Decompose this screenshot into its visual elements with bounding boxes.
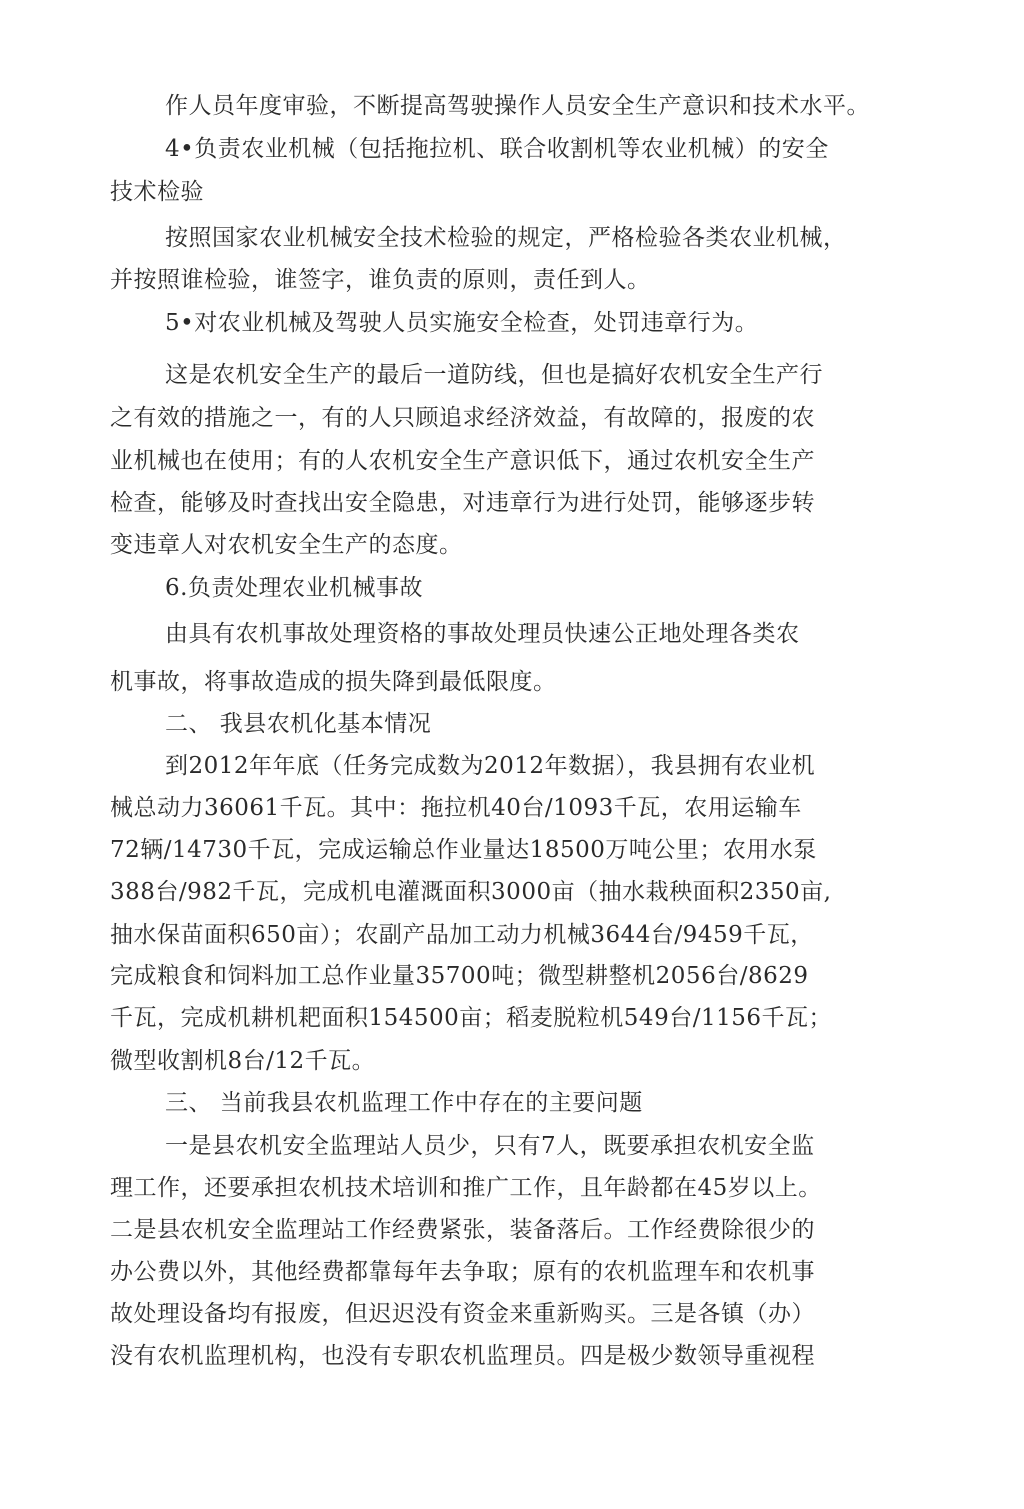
text-line: 5•对农业机械及驾驶人员实施安全检查，处罚违章行为。 xyxy=(165,310,759,336)
text-line: 机事故，将事故造成的损失降到最低限度。 xyxy=(110,669,557,695)
text-line: 并按照谁检验，谁签字，谁负责的原则，责任到人。 xyxy=(110,267,651,293)
text-line: 4•负责农业机械（包括拖拉机、联合收割机等农业机械）的安全 xyxy=(165,136,829,162)
text-line: 二、 我县农机化基本情况 xyxy=(165,711,432,737)
text-line: 二是县农机安全监理站工作经费紧张，装备落后。工作经费除很少的 xyxy=(110,1217,815,1243)
text-line: 业机械也在使用；有的人农机安全生产意识低下，通过农机安全生产 xyxy=(110,448,815,474)
text-line: 械总动力36061千瓦。其中：拖拉机40台/1093千瓦，农用运输车 xyxy=(110,795,802,821)
text-line: 作人员年度审验，不断提高驾驶操作人员安全生产意识和技术水平。 xyxy=(165,93,870,119)
text-line: 抽水保苗面积650亩）；农副产品加工动力机械3644台/9459千瓦， xyxy=(110,922,814,948)
text-line: 办公费以外，其他经费都靠每年去争取；原有的农机监理车和农机事 xyxy=(110,1259,815,1285)
text-line: 之有效的措施之一，有的人只顾追求经济效益，有故障的，报废的农 xyxy=(110,405,815,431)
text-line: 微型收割机8台/12千瓦。 xyxy=(110,1048,376,1074)
text-line: 到2012年年底（任务完成数为2012年数据），我县拥有农业机 xyxy=(165,753,816,779)
text-line: 一是县农机安全监理站人员少，只有7人，既要承担农机安全监 xyxy=(165,1133,815,1159)
text-line: 6.负责处理农业机械事故 xyxy=(165,575,423,601)
text-line: 完成粮食和饲料加工总作业量35700吨；微型耕整机2056台/8629 xyxy=(110,963,809,989)
text-line: 这是农机安全生产的最后一道防线，但也是搞好农机安全生产行 xyxy=(165,362,823,388)
text-line: 388台/982千瓦，完成机电灌溉面积3000亩（抽水栽秧面积2350亩, xyxy=(110,879,832,905)
text-line: 变违章人对农机安全生产的态度。 xyxy=(110,532,463,558)
text-line: 理工作，还要承担农机技术培训和推广工作，且年龄都在45岁以上。 xyxy=(110,1175,822,1201)
text-line: 按照国家农业机械安全技术检验的规定，严格检验各类农业机械， xyxy=(165,225,847,251)
text-line: 技术检验 xyxy=(110,179,204,205)
text-line: 没有农机监理机构，也没有专职农机监理员。四是极少数领导重视程 xyxy=(110,1343,815,1369)
text-line: 检查，能够及时查找出安全隐患，对违章行为进行处罚，能够逐步转 xyxy=(110,490,815,516)
text-line: 由具有农机事故处理资格的事故处理员快速公正地处理各类农 xyxy=(165,621,800,647)
text-line: 72辆/14730千瓦，完成运输总作业量达18500万吨公里；农用水泵 xyxy=(110,837,817,863)
text-line: 故处理设备均有报废，但迟迟没有资金来重新购买。三是各镇（办） xyxy=(110,1301,815,1327)
text-line: 千瓦，完成机耕机耙面积154500亩；稻麦脱粒机549台/1156千瓦； xyxy=(110,1005,832,1031)
text-line: 三、 当前我县农机监理工作中存在的主要问题 xyxy=(165,1090,643,1116)
